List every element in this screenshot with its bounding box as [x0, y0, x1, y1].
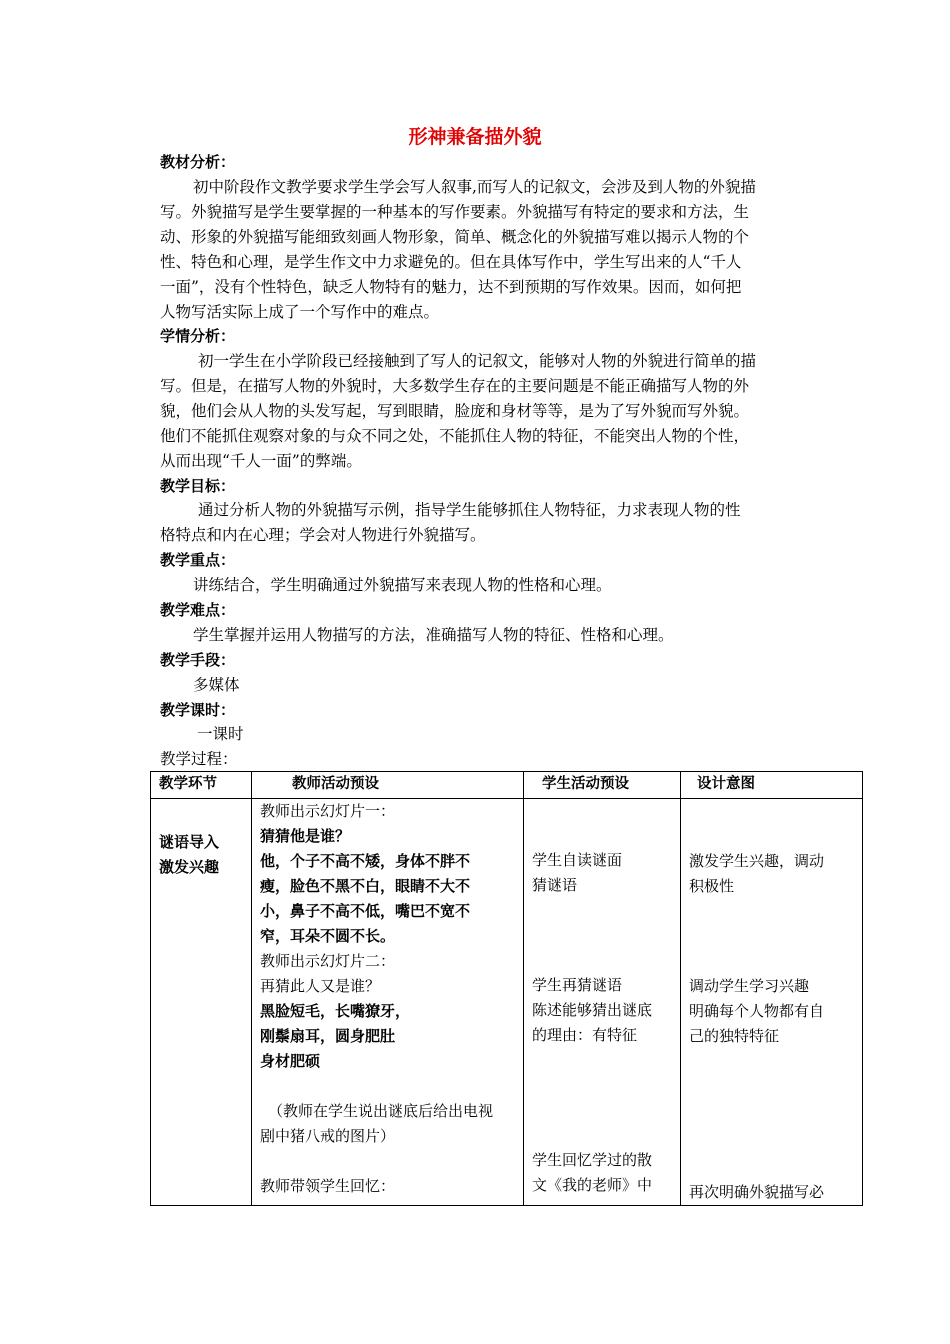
student-activity-line: 文《我的老师》中 — [532, 1176, 653, 1194]
header-student-activity: 学生活动预设 — [524, 772, 681, 799]
section-body-key-points: 讲练结合，学生明确通过外貌描写来表现人物的性格和心理。 — [193, 576, 612, 594]
paragraph-line: 性、特色和心理，是学生作文中力求避免的。但在具体写作中，学生写出来的人“千人 — [160, 253, 742, 271]
section-body-difficulties: 学生掌握并运用人物描写的方法，准确描写人物的特征、性格和心理。 — [193, 626, 674, 644]
process-label: 教学过程： — [160, 750, 238, 768]
student-activity-line: 学生再猜谜语 — [532, 976, 623, 994]
section-body-student-analysis — [160, 349, 812, 474]
section-body-material-analysis — [160, 175, 812, 325]
slide2-intro: 教师出示幻灯片二： — [260, 952, 396, 970]
table-header-row — [151, 772, 863, 799]
section-body-teaching-means: 多媒体 — [193, 676, 240, 694]
teacher-note-line: 剧中猪八戒的图片） — [260, 1127, 396, 1145]
header-design-intent: 设计意图 — [681, 772, 863, 799]
student-activity-line: 猜谜语 — [532, 876, 578, 894]
paragraph-line: 人物写活实际上成了一个写作中的难点。 — [160, 303, 440, 321]
paragraph-line: 貌，他们会从人物的头发写起，写到眼睛，脸庞和身材等等，是为了写外貌而写外貌。 — [160, 402, 750, 420]
slide2-riddle-line: 刚鬃扇耳，圆身肥肚 — [260, 1027, 396, 1045]
section-heading-material-analysis: 教材分析： — [160, 153, 236, 171]
section-heading-student-analysis: 学情分析： — [160, 327, 236, 345]
slide1-riddle-line: 瘦，脸色不黑不白，眼睛不大不 — [260, 877, 471, 895]
header-teacher-activity: 教师活动预设 — [252, 772, 524, 799]
section-heading-class-hours: 教学课时： — [160, 701, 236, 719]
design-intent-line: 己的独特特征 — [689, 1027, 780, 1045]
slide1-question: 猜猜他是谁？ — [260, 827, 351, 845]
paragraph-line: 一面”，没有个性特色，缺乏人物特有的魅力，达不到预期的写作效果。因而，如何把 — [160, 278, 742, 296]
teacher-activity-cell — [252, 799, 524, 1206]
student-activity-line: 学生回忆学过的散 — [532, 1151, 653, 1169]
section-body-class-hours: 一课时 — [197, 725, 244, 743]
paragraph-line: 从而出现“千人一面”的弊端。 — [160, 452, 362, 470]
paragraph-line: 初中阶段作文教学要求学生学会写人叙事,而写人的记叙文，会涉及到人物的外貌描 — [193, 178, 756, 196]
student-activity-line: 学生自读谜面 — [532, 851, 623, 869]
teaching-process-table — [150, 771, 863, 1206]
teacher-recall: 教师带领学生回忆： — [260, 1177, 396, 1195]
slide2-riddle-line: 身材肥硕 — [260, 1052, 321, 1070]
design-intent-line: 积极性 — [689, 877, 735, 895]
student-activity-cell — [524, 799, 681, 1206]
paragraph-line: 通过分析人物的外貌描写示例，指导学生能够抓住人物特征，力求表现人物的性 — [198, 501, 741, 519]
paragraph-line: 初一学生在小学阶段已经接触到了写人的记叙文，能够对人物的外貌进行简单的描 — [198, 352, 757, 370]
teacher-note-line: （教师在学生说出谜底后给出电视 — [268, 1102, 494, 1120]
design-intent-line: 明确每个人物都有自 — [689, 1002, 825, 1020]
design-intent-line: 调动学生学习兴趣 — [689, 977, 810, 995]
student-activity-line: 的理由：有特征 — [532, 1026, 638, 1044]
section-body-teaching-goals — [160, 498, 812, 548]
header-stage: 教学环节 — [151, 772, 252, 799]
student-activity-line: 陈述能够猜出谜底 — [532, 1001, 653, 1019]
paragraph-line: 写。但是，在描写人物的外貌时，大多数学生存在的主要问题是不能正确描写人物的外 — [160, 377, 750, 395]
paragraph-line: 他们不能抓住观察对象的与众不同之处，不能抓住人物的特征，不能突出人物的个性， — [160, 427, 750, 445]
slide2-question: 再猜此人又是谁？ — [260, 977, 381, 995]
document-title: 形神兼备描外貌 — [408, 126, 542, 148]
slide1-riddle-line: 窄，耳朵不圆不长。 — [260, 927, 396, 945]
design-intent-line: 激发学生兴趣，调动 — [689, 852, 825, 870]
design-intent-line: 再次明确外貌描写必 — [689, 1183, 825, 1201]
section-heading-difficulties: 教学难点： — [160, 601, 236, 619]
slide2-riddle-line: 黑脸短毛，长嘴獠牙， — [260, 1002, 411, 1020]
stage-line: 激发兴趣 — [159, 858, 220, 876]
slide1-riddle-line: 小，鼻子不高不低，嘴巴不宽不 — [260, 902, 471, 920]
slide1-intro: 教师出示幻灯片一： — [260, 802, 396, 820]
design-intent-cell — [681, 799, 863, 1206]
section-heading-teaching-means: 教学手段： — [160, 651, 236, 669]
paragraph-line: 动、形象的外貌描写能细致刻画人物形象，简单、概念化的外貌描写难以揭示人物的个 — [160, 228, 750, 246]
stage-cell — [151, 799, 252, 1206]
paragraph-line: 写。外貌描写是学生要掌握的一种基本的写作要素。外貌描写有特定的要求和方法，生 — [160, 203, 750, 221]
table-row — [151, 799, 863, 1206]
section-heading-teaching-goals: 教学目标： — [160, 477, 236, 495]
stage-line: 谜语导入 — [159, 833, 220, 851]
slide1-riddle-line: 他，个子不高不矮，身体不胖不 — [260, 852, 471, 870]
section-heading-key-points: 教学重点： — [160, 551, 236, 569]
paragraph-line: 格特点和内在心理；学会对人物进行外貌描写。 — [160, 526, 486, 544]
